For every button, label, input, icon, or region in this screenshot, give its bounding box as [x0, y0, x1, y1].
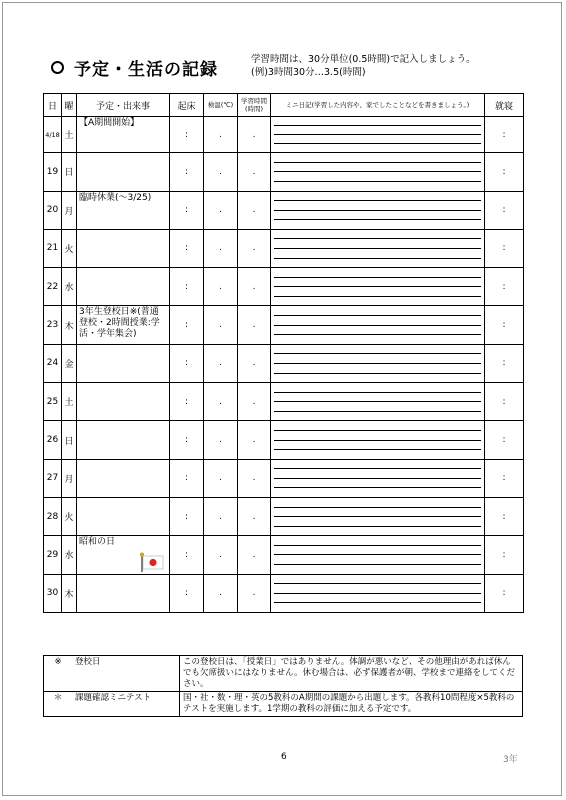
event-cell[interactable]: 臨時休業(～3/25): [77, 191, 170, 229]
table-row: [44, 229, 524, 267]
wake-time-cell[interactable]: :: [170, 117, 204, 153]
table-row: [44, 117, 524, 153]
day-cell: 4/18: [44, 117, 62, 153]
weekday-cell: 月: [62, 459, 77, 497]
diary-line: [274, 602, 481, 603]
diary-line: [274, 162, 481, 163]
weekday-cell: 水: [62, 268, 77, 306]
wake-time-cell[interactable]: :: [170, 344, 204, 382]
weekday-cell: 木: [62, 574, 77, 612]
diary-line: [274, 478, 481, 479]
diary-cell[interactable]: [271, 153, 485, 191]
header-study-unit: (時間): [244, 105, 264, 113]
event-cell[interactable]: [77, 229, 170, 267]
note-label: 課題確認ミニテスト: [72, 692, 180, 717]
diary-lines: [271, 421, 484, 458]
note-mark: ※: [44, 656, 73, 692]
event-cell[interactable]: [77, 153, 170, 191]
table-row: [44, 268, 524, 306]
weekday-cell: 火: [62, 498, 77, 536]
diary-lines: [271, 153, 484, 190]
temperature-cell[interactable]: .: [204, 574, 238, 612]
header-sleep: 就寝: [485, 94, 524, 117]
temperature-cell[interactable]: .: [204, 421, 238, 459]
diary-line: [274, 200, 481, 201]
diary-cell[interactable]: [271, 268, 485, 306]
temperature-cell[interactable]: .: [204, 153, 238, 191]
table-row: [44, 153, 524, 191]
diary-lines: [271, 536, 484, 573]
study-hours-cell[interactable]: .: [238, 191, 271, 229]
diary-line: [274, 353, 481, 354]
diary-cell[interactable]: [271, 459, 485, 497]
diary-line: [274, 430, 481, 431]
weekday-cell: 土: [62, 383, 77, 421]
circle-icon: [51, 61, 64, 74]
diary-line: [274, 564, 481, 565]
event-cell[interactable]: [77, 459, 170, 497]
table-row: [44, 498, 524, 536]
sleep-time-cell[interactable]: :: [485, 421, 524, 459]
temperature-cell[interactable]: .: [204, 268, 238, 306]
diary-line: [274, 487, 481, 488]
diary-line: [274, 334, 481, 335]
diary-line: [274, 449, 481, 450]
temperature-cell[interactable]: .: [204, 536, 238, 574]
day-cell: 23: [44, 306, 62, 344]
diary-lines: [271, 192, 484, 229]
diary-lines: [271, 383, 484, 420]
diary-line: [274, 277, 481, 278]
study-hours-cell[interactable]: .: [238, 459, 271, 497]
event-cell[interactable]: 【A期間開始】: [77, 117, 170, 153]
diary-line: [274, 248, 481, 249]
diary-cell[interactable]: [271, 117, 485, 153]
sleep-time-cell[interactable]: :: [485, 344, 524, 382]
day-cell: 30: [44, 574, 62, 612]
sleep-time-cell[interactable]: :: [485, 498, 524, 536]
temperature-cell[interactable]: .: [204, 498, 238, 536]
diary-lines: [271, 345, 484, 382]
day-cell: 28: [44, 498, 62, 536]
diary-line: [274, 583, 481, 584]
table-row: [44, 574, 524, 612]
diary-line: [274, 554, 481, 555]
weekday-cell: 日: [62, 421, 77, 459]
day-cell: 26: [44, 421, 62, 459]
day-cell: 25: [44, 383, 62, 421]
weekday-cell: 日: [62, 153, 77, 191]
wake-time-cell[interactable]: :: [170, 536, 204, 574]
diary-cell[interactable]: [271, 191, 485, 229]
grade-label: 3年: [503, 755, 518, 765]
diary-line: [274, 545, 481, 546]
event-cell[interactable]: [77, 344, 170, 382]
diary-line: [274, 286, 481, 287]
study-hours-cell[interactable]: .: [238, 153, 271, 191]
day-cell: 20: [44, 191, 62, 229]
table-row: [44, 383, 524, 421]
diary-cell[interactable]: [271, 229, 485, 267]
wake-time-cell[interactable]: :: [170, 306, 204, 344]
japan-flag-icon: [139, 552, 165, 572]
diary-cell[interactable]: [271, 498, 485, 536]
diary-line: [274, 373, 481, 374]
wake-time-cell[interactable]: :: [170, 421, 204, 459]
header-events: 予定・出来事: [77, 94, 170, 117]
study-hours-cell[interactable]: .: [238, 306, 271, 344]
event-cell[interactable]: 3年生登校日※(普通登校・2時間授業:学活・学年集会): [77, 306, 170, 344]
sleep-time-cell[interactable]: :: [485, 459, 524, 497]
wake-time-cell[interactable]: :: [170, 383, 204, 421]
diary-cell[interactable]: [271, 306, 485, 344]
wake-time-cell[interactable]: :: [170, 574, 204, 612]
study-hours-cell[interactable]: .: [238, 574, 271, 612]
diary-cell[interactable]: [271, 383, 485, 421]
wake-time-cell[interactable]: :: [170, 498, 204, 536]
diary-line: [274, 440, 481, 441]
note-mark: ＊: [44, 692, 73, 717]
day-cell: 29: [44, 536, 62, 574]
diary-lines: [271, 230, 484, 267]
diary-line: [274, 363, 481, 364]
diary-line: [274, 401, 481, 402]
weekday-cell: 月: [62, 191, 77, 229]
event-cell[interactable]: 昭和の日: [77, 536, 170, 574]
study-hours-cell[interactable]: .: [238, 117, 271, 153]
diary-line: [274, 171, 481, 172]
study-hours-cell[interactable]: .: [238, 536, 271, 574]
diary-cell[interactable]: [271, 536, 485, 574]
header-temp: 検温(℃): [204, 94, 238, 117]
event-cell[interactable]: [77, 498, 170, 536]
wake-time-cell[interactable]: :: [170, 191, 204, 229]
diary-line: [274, 258, 481, 259]
table-row: [44, 191, 524, 229]
diary-lines: [271, 306, 484, 343]
weekday-cell: 水: [62, 536, 77, 574]
temperature-cell[interactable]: .: [204, 459, 238, 497]
table-row: [44, 459, 524, 497]
note-line-2: (例)3時間30分…3.5(時間): [251, 67, 366, 78]
diary-lines: [271, 498, 484, 535]
notes-table: [43, 655, 523, 717]
diary-lines: [271, 575, 484, 612]
sleep-time-cell[interactable]: :: [485, 153, 524, 191]
diary-cell[interactable]: [271, 574, 485, 612]
study-hours-cell[interactable]: .: [238, 344, 271, 382]
diary-line: [274, 526, 481, 527]
header-wake: 起床: [170, 94, 204, 117]
header-study: [238, 94, 271, 117]
sleep-time-cell[interactable]: :: [485, 574, 524, 612]
diary-line: [274, 238, 481, 239]
header-day: 日: [44, 94, 62, 117]
event-cell[interactable]: [77, 268, 170, 306]
study-hours-cell[interactable]: .: [238, 421, 271, 459]
diary-line: [274, 468, 481, 469]
note-row: [44, 692, 523, 717]
event-cell[interactable]: [77, 421, 170, 459]
event-cell[interactable]: [77, 574, 170, 612]
diary-line: [274, 134, 481, 135]
diary-line: [274, 181, 481, 182]
study-hours-cell[interactable]: .: [238, 268, 271, 306]
table-row: [44, 344, 524, 382]
weekday-cell: 火: [62, 229, 77, 267]
temperature-cell[interactable]: .: [204, 229, 238, 267]
diary-line: [274, 507, 481, 508]
diary-cell[interactable]: [271, 344, 485, 382]
note-text: 国・社・数・理・英の5教科のA期間の課題から出題します。各教科10問程度×5教科のテストを実施します。1学期の教科の評価に加える予定です。: [180, 692, 523, 717]
sleep-time-cell[interactable]: :: [485, 306, 524, 344]
sleep-time-cell[interactable]: :: [485, 229, 524, 267]
day-cell: 21: [44, 229, 62, 267]
diary-line: [274, 125, 481, 126]
document-page: [2, 2, 562, 796]
diary-cell[interactable]: [271, 421, 485, 459]
diary-line: [274, 143, 481, 144]
header-dow: 曜: [62, 94, 77, 117]
diary-line: [274, 219, 481, 220]
diary-lines: [271, 117, 484, 152]
diary-line: [274, 210, 481, 211]
diary-line: [274, 411, 481, 412]
diary-line: [274, 392, 481, 393]
table-row: [44, 306, 524, 344]
table-row: [44, 421, 524, 459]
weekday-cell: 金: [62, 344, 77, 382]
note-label: 登校日: [72, 656, 180, 692]
day-cell: 19: [44, 153, 62, 191]
diary-lines: [271, 460, 484, 497]
study-hours-cell[interactable]: .: [238, 383, 271, 421]
sleep-time-cell[interactable]: :: [485, 191, 524, 229]
diary-lines: [271, 268, 484, 305]
weekday-cell: 木: [62, 306, 77, 344]
study-hours-cell[interactable]: .: [238, 498, 271, 536]
note-line-1: 学習時間は、30分単位(0.5時間)で記入しましょう。: [251, 54, 476, 65]
temperature-cell[interactable]: .: [204, 117, 238, 153]
table-row: [44, 536, 524, 574]
page-title: 予定・生活の記録: [74, 60, 218, 80]
day-cell: 27: [44, 459, 62, 497]
title-block: [51, 55, 218, 80]
temperature-cell[interactable]: .: [204, 344, 238, 382]
weekday-cell: 土: [62, 117, 77, 153]
schedule-table: [43, 93, 524, 613]
event-cell[interactable]: [77, 383, 170, 421]
diary-line: [274, 325, 481, 326]
day-cell: 24: [44, 344, 62, 382]
study-hours-cell[interactable]: .: [238, 229, 271, 267]
temperature-cell[interactable]: .: [204, 191, 238, 229]
diary-line: [274, 516, 481, 517]
temperature-cell[interactable]: .: [204, 306, 238, 344]
page-number: 6: [281, 752, 287, 762]
sleep-time-cell[interactable]: :: [485, 268, 524, 306]
study-time-note: [251, 53, 476, 79]
header-study-label: 学習時間: [241, 97, 267, 105]
header-diary: ミニ日記(学習した内容や、家でしたことなどを書きましょう。): [271, 94, 485, 117]
sleep-time-cell[interactable]: :: [485, 117, 524, 153]
sleep-time-cell[interactable]: :: [485, 536, 524, 574]
header-row: [44, 94, 524, 117]
diary-line: [274, 296, 481, 297]
diary-line: [274, 593, 481, 594]
day-cell: 22: [44, 268, 62, 306]
note-text: この登校日は、「授業日」ではありません。体調が悪いなど、その他理由があれば休んでも欠席扱いにはなりません。休む場合は、必ず保護者が朝、学校まで連絡をしてください。: [180, 656, 523, 692]
note-row: [44, 656, 523, 692]
wake-time-cell[interactable]: :: [170, 229, 204, 267]
wake-time-cell[interactable]: :: [170, 268, 204, 306]
sleep-time-cell[interactable]: :: [485, 383, 524, 421]
wake-time-cell[interactable]: :: [170, 459, 204, 497]
wake-time-cell[interactable]: :: [170, 153, 204, 191]
diary-line: [274, 315, 481, 316]
temperature-cell[interactable]: .: [204, 383, 238, 421]
